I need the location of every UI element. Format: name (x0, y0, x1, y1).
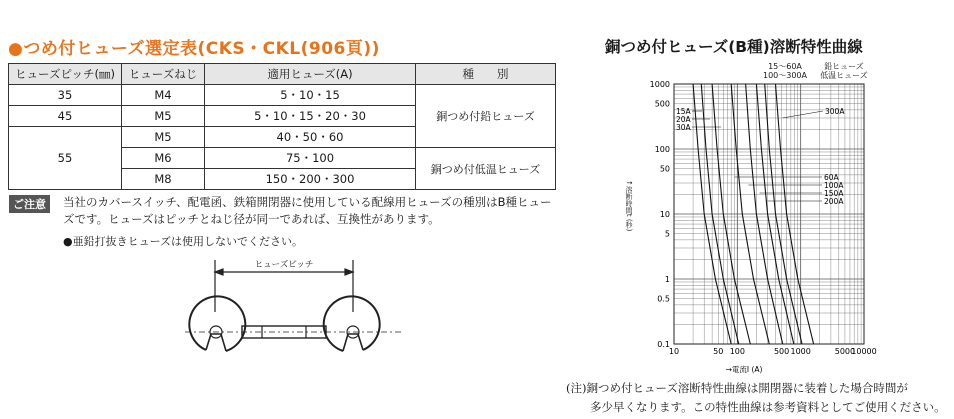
legend-kind-1: 鉛ヒューズ (824, 62, 864, 71)
chart-footnote (566, 379, 946, 417)
x-tick-label: 50 (713, 347, 724, 356)
y-tick-label: 100 (654, 145, 670, 154)
cell-fuse: 150・200・300 (205, 169, 416, 190)
table-header-row (9, 64, 556, 85)
series-label: 20A (676, 115, 691, 124)
series-label: 100A (824, 181, 844, 190)
series-label: 15A (676, 107, 691, 116)
cell-fuse: 5・10・15・20・30 (205, 106, 416, 127)
cell-type-low: 銅つめ付低温ヒューズ (416, 148, 556, 190)
leader-line (782, 111, 823, 118)
series-label: 30A (676, 123, 691, 132)
y-tick-label: 10 (659, 210, 670, 219)
y-tick-label: 1000 (649, 80, 670, 89)
cell-pitch: 45 (9, 106, 122, 127)
series-label: 200A (824, 197, 844, 206)
footnote-line-1: (注)銅つめ付ヒューズ溶断特性曲線は開閉器に装着した場合時間が (566, 381, 908, 395)
cell-screw: M5 (122, 106, 205, 127)
y-tick-label: 500 (654, 99, 670, 109)
table-row (9, 85, 556, 106)
cell-fuse: 40・50・60 (205, 127, 416, 148)
footnote-line-2: 多少早くなります。この特性曲線は参考資料としてご使用ください。 (590, 400, 946, 414)
series-label: 300A (825, 107, 845, 116)
x-tick-label: 10 (668, 347, 680, 356)
legend-kind-2: 低温ヒューズ (820, 71, 868, 80)
cell-type-lead: 銅つめ付鉛ヒューズ (416, 85, 556, 148)
cell-screw: M8 (122, 169, 205, 190)
x-tick-label: 100 (729, 347, 745, 356)
pitch-label: ヒューズピッチ (254, 260, 314, 270)
fuse-pitch-diagram (180, 252, 410, 370)
y-tick-label: 0.1 (657, 340, 670, 349)
y-axis-label: ↑溶断時間t (秒) (625, 180, 633, 232)
caution-text: 当社のカバースイッチ、配電函、鉄箱開閉器に使用している配線用ヒューズの種別はB種ヒューズです。ヒューズはピッチとねじ径が同一であれば、互換性があります。 (63, 195, 552, 226)
header-pitch: ヒューズピッチ(㎜) (9, 64, 122, 85)
cell-fuse: 75・100 (205, 148, 416, 169)
y-tick-label: 50 (659, 164, 670, 174)
cell-screw: M6 (122, 148, 205, 169)
page-title: ●つめ付ヒューズ選定表(CKS・CKL(906頁)) (8, 39, 380, 59)
cell-pitch: 35 (9, 85, 122, 106)
cell-screw: M5 (122, 127, 205, 148)
x-tick-label: 500 (773, 347, 790, 356)
y-tick-label: 1 (664, 275, 670, 284)
zinc-fuse-note: ●亜鉛打抜きヒューズは使用しないでください。 (63, 235, 304, 248)
x-axis-label: →電流I (A) (725, 365, 763, 374)
series-label: 150A (824, 189, 844, 198)
caution-badge: ご注意 (9, 195, 50, 213)
cell-fuse: 5・10・15 (205, 85, 416, 106)
y-tick-label: 5 (664, 229, 670, 239)
x-tick-label: 10000 (851, 347, 877, 356)
chart-title: 銅つめ付ヒューズ(B種)溶断特性曲線 (605, 38, 863, 56)
y-tick-label: 0.5 (657, 294, 670, 304)
legend-range-1: 15～60A (768, 62, 802, 71)
x-tick-label: 5000 (834, 347, 856, 356)
cell-screw: M4 (122, 85, 205, 106)
header-screw: ヒューズねじ (122, 64, 205, 85)
fuse-selection-table (8, 63, 556, 190)
header-type: 種 別 (416, 64, 556, 85)
series-label: 60A (824, 173, 839, 182)
fusing-characteristic-chart (620, 78, 880, 378)
x-tick-label: 1000 (790, 347, 811, 356)
legend-range-2: 100～300A (762, 71, 807, 80)
header-fuse: 適用ヒューズ(A) (205, 64, 416, 85)
cell-pitch: 55 (9, 127, 122, 190)
